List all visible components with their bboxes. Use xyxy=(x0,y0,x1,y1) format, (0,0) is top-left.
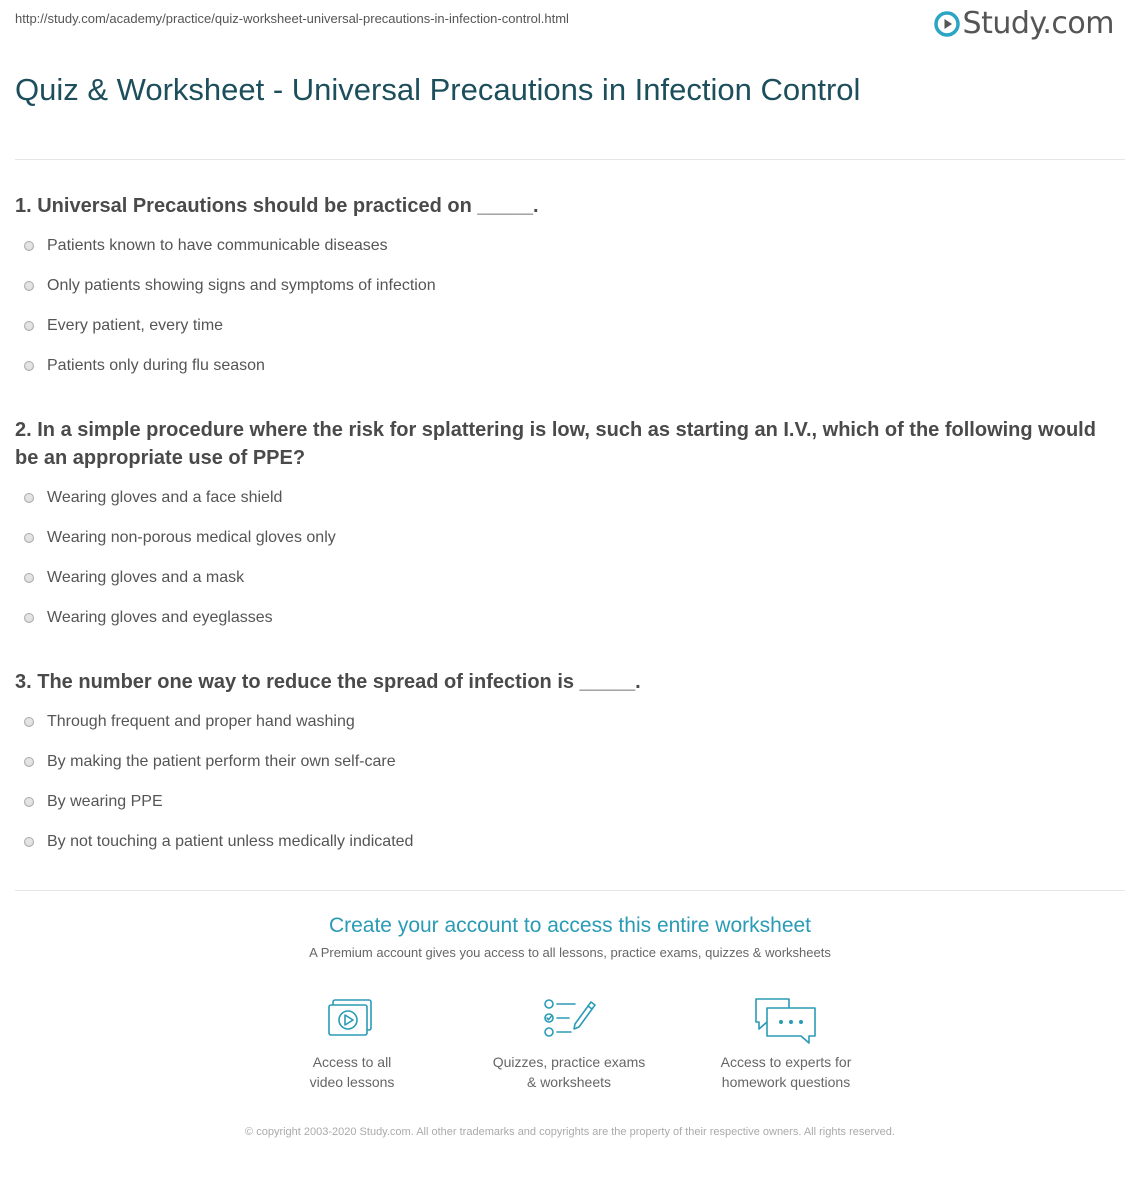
option-label: Wearing gloves and a face shield xyxy=(47,489,283,506)
radio-button[interactable] xyxy=(24,493,34,503)
page-title: Quiz & Worksheet - Universal Precautions in Infection Control xyxy=(15,72,861,107)
answer-option[interactable] xyxy=(24,793,163,811)
radio-button[interactable] xyxy=(24,281,34,291)
feature-line1: Access to experts for xyxy=(720,1054,852,1070)
feature-line1: Access to all xyxy=(312,1054,392,1070)
video-lessons-icon xyxy=(324,996,380,1042)
cta-divider xyxy=(15,890,1125,891)
option-label: Patients known to have communicable diseases xyxy=(47,237,388,254)
answer-option[interactable] xyxy=(24,357,265,375)
radio-button[interactable] xyxy=(24,573,34,583)
quiz-checklist-icon xyxy=(541,996,597,1042)
radio-button[interactable] xyxy=(24,837,34,847)
feature-line2: homework questions xyxy=(721,1074,851,1090)
feature-quizzes xyxy=(469,996,669,1092)
answer-option[interactable] xyxy=(24,277,436,295)
cta-subtitle: A Premium account gives you access to all lessons, practice exams, quizzes & worksheets xyxy=(309,945,831,960)
option-label: Patients only during flu season xyxy=(47,357,265,374)
radio-button[interactable] xyxy=(24,533,34,543)
answer-option[interactable] xyxy=(24,317,223,335)
answer-option[interactable] xyxy=(24,489,282,507)
answer-option[interactable] xyxy=(24,753,396,771)
answer-option[interactable] xyxy=(24,569,244,587)
option-label: Only patients showing signs and symptoms of infection xyxy=(47,277,436,294)
option-label: Wearing gloves and a mask xyxy=(47,569,245,586)
cta-title-link[interactable]: Create your account to access this entire worksheet xyxy=(328,914,812,937)
radio-button[interactable] xyxy=(24,757,34,767)
answer-option[interactable] xyxy=(24,237,388,255)
answer-option[interactable] xyxy=(24,713,355,731)
radio-button[interactable] xyxy=(24,361,34,371)
radio-button[interactable] xyxy=(24,613,34,623)
feature-line2: video lessons xyxy=(309,1074,395,1090)
answer-option[interactable] xyxy=(24,529,336,547)
question-1: 1. Universal Precautions should be practiced on _____. xyxy=(15,195,539,217)
question-3: 3. The number one way to reduce the spread of infection is _____. xyxy=(15,671,641,693)
page-url: http://study.com/academy/practice/quiz-worksheet-universal-precautions-in-infection-control.html xyxy=(15,11,569,26)
feature-line2: & worksheets xyxy=(526,1074,612,1090)
feature-video-lessons xyxy=(252,996,452,1092)
option-label: By not touching a patient unless medically indicated xyxy=(47,833,414,850)
feature-experts xyxy=(686,996,886,1092)
header-divider xyxy=(15,159,1125,160)
radio-button[interactable] xyxy=(24,241,34,251)
option-label: By making the patient perform their own self-care xyxy=(47,753,396,770)
radio-button[interactable] xyxy=(24,321,34,331)
question-2: 2. In a simple procedure where the risk for splattering is low, such as starting an I.V., which of the following would be an appropriate use of PPE? xyxy=(15,419,1096,469)
chat-bubbles-icon xyxy=(753,996,819,1046)
answer-option[interactable] xyxy=(24,833,413,851)
option-label: By wearing PPE xyxy=(47,793,163,810)
radio-button[interactable] xyxy=(24,717,34,727)
play-circle-icon xyxy=(934,11,960,37)
feature-line1: Quizzes, practice exams xyxy=(492,1054,646,1070)
option-label: Wearing gloves and eyeglasses xyxy=(47,609,273,626)
option-label: Wearing non-porous medical gloves only xyxy=(47,529,336,546)
option-label: Every patient, every time xyxy=(47,317,224,334)
logo-text: Study.com xyxy=(962,6,1114,41)
option-label: Through frequent and proper hand washing xyxy=(47,713,355,730)
study-logo[interactable] xyxy=(934,6,1114,41)
radio-button[interactable] xyxy=(24,797,34,807)
copyright-text: © copyright 2003-2020 Study.com. All other trademarks and copyrights are the property of their respective owners. All rights reserved. xyxy=(245,1126,895,1138)
answer-option[interactable] xyxy=(24,609,273,627)
